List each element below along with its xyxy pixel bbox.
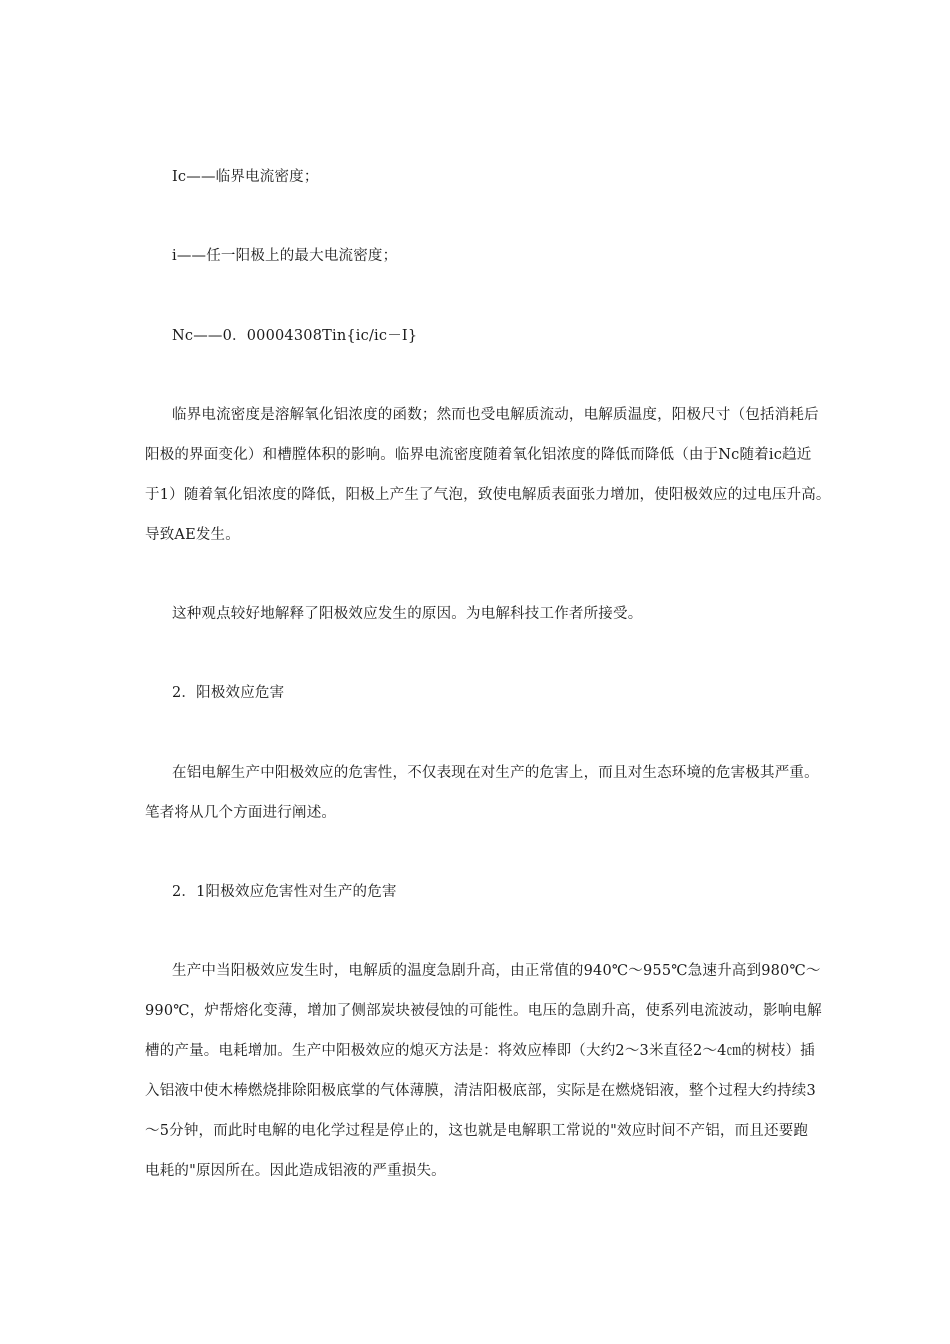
paragraph-line: 槽的产量。电耗增加。生产中阳极效应的熄灭方法是：将效应棒即（大约2～3米直径2～4㎝的树枝）插 [145, 1043, 815, 1059]
definition-i: i——任一阳极上的最大电流密度； [172, 248, 398, 264]
paragraph-line: 电耗的"原因所在。因此造成铝液的严重损失。 [145, 1163, 446, 1179]
paragraph-line: 于1）随着氧化铝浓度的降低，阳极上产生了气泡，致使电解质表面张力增加，使阳极效应的过电压升高。 [145, 487, 831, 503]
paragraph-line: 入铝液中使木棒燃烧排除阳极底掌的气体薄膜，清洁阳极底部，实际是在燃烧铝液，整个过程大约持续3 [145, 1083, 816, 1099]
section-heading: 2．阳极效应危害 [172, 685, 285, 701]
paragraph-line: 阳极的界面变化）和槽膛体积的影响。临界电流密度随着氧化铝浓度的降低而降低（由于Nc随着ic趋近 [145, 447, 812, 463]
paragraph-line: 生产中当阳极效应发生时，电解质的温度急剧升高，由正常值的940℃～955℃急速升高到980℃～ [172, 963, 821, 979]
definition-nc: Nc——0．00004308Tin{ic/ic－I} [172, 328, 418, 344]
definition-ic: Ic——临界电流密度； [172, 169, 319, 185]
paragraph-line: 笔者将从几个方面进行阐述。 [145, 805, 337, 821]
paragraph-line: ～5分钟，而此时电解的电化学过程是停止的，这也就是电解职工常说的"效应时间不产铝，而且还要跑 [145, 1123, 809, 1139]
paragraph-line: 导致AE发生。 [145, 527, 240, 543]
paragraph-line: 这种观点较好地解释了阳极效应发生的原因。为电解科技工作者所接受。 [172, 606, 643, 622]
paragraph-line: 990℃，炉帮熔化变薄，增加了侧部炭块被侵蚀的可能性。电压的急剧升高，使系列电流波动，影响电解 [145, 1003, 822, 1019]
subsection-heading: 2．1阳极效应危害性对生产的危害 [172, 884, 397, 900]
paragraph-line: 临界电流密度是溶解氧化铝浓度的函数；然而也受电解质流动，电解质温度，阳极尺寸（包括消耗后 [172, 407, 819, 423]
paragraph-line: 在铝电解生产中阳极效应的危害性，不仅表现在对生产的危害上，而且对生态环境的危害极其严重。 [172, 765, 819, 781]
